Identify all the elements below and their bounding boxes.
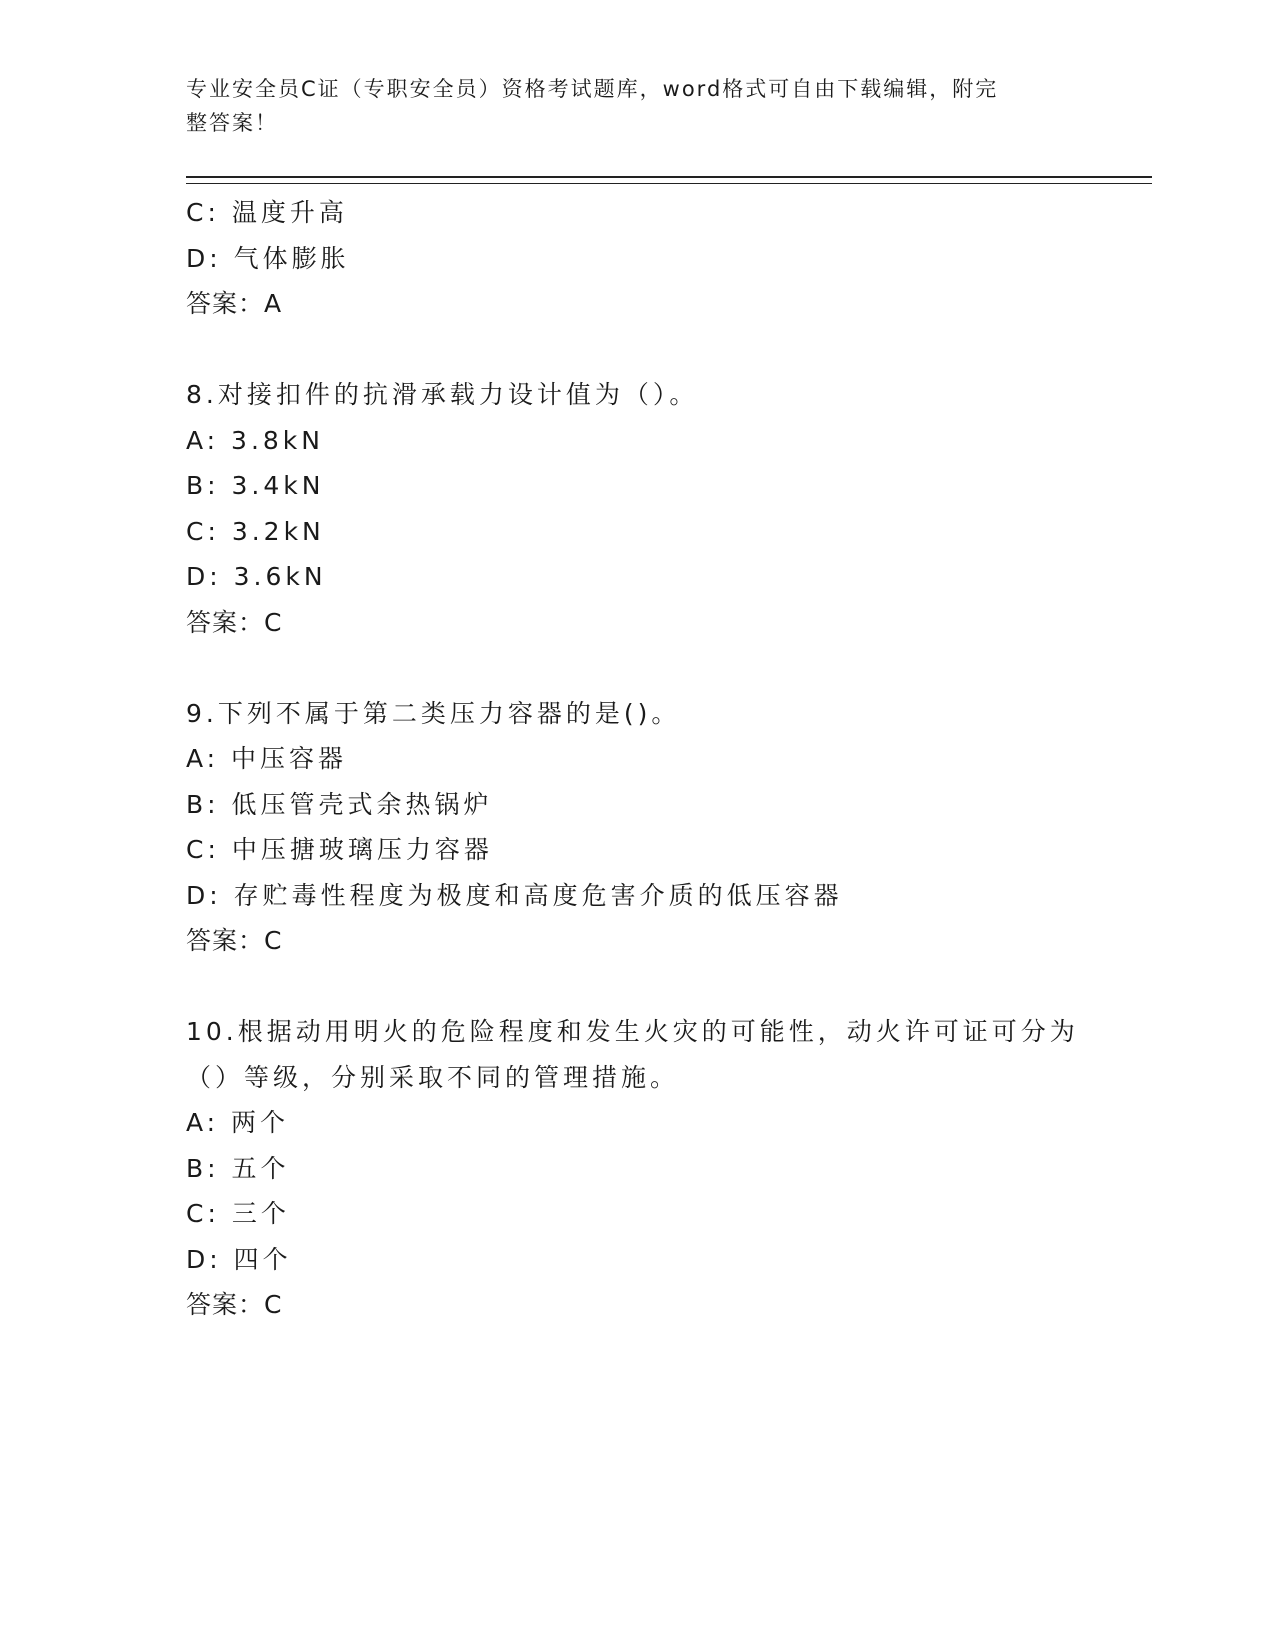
option-c: C: 温度升高: [186, 198, 348, 227]
page-header: [186, 72, 1066, 140]
option-d: D: 3.6kN: [186, 562, 327, 591]
option-d: D: 存贮毒性程度为极度和高度危害介质的低压容器: [186, 880, 843, 910]
header-line-1: 专业安全员C证（专职安全员）资格考试题库，word格式可自由下载编辑，附完: [186, 77, 999, 101]
question-8: [186, 372, 1086, 645]
spacer: [186, 645, 1086, 691]
option-c: C: 三个: [186, 1199, 290, 1228]
option-b: B: 低压管壳式余热锅炉: [186, 789, 493, 819]
option-b: B: 3.4kN: [186, 471, 325, 500]
answer: 答案：C: [186, 1290, 283, 1319]
spacer: [186, 327, 1086, 373]
question-stem-line-2: （）等级，分别采取不同的管理措施。: [186, 1062, 680, 1092]
option-c: C: 3.2kN: [186, 516, 325, 546]
question-10: [186, 1009, 1086, 1328]
question-stem-line-1: 10.根据动用明火的危险程度和发生火灾的可能性，动火许可证可分为: [186, 1017, 1079, 1046]
question-content: [186, 190, 1086, 1328]
question-7-tail: [186, 190, 1086, 327]
question-stem: 9.下列不属于第二类压力容器的是()。: [186, 698, 681, 728]
header-line-2: 整答案！: [186, 111, 278, 135]
option-d: D: 气体膨胀: [186, 243, 350, 273]
option-c: C: 中压搪玻璃压力容器: [186, 835, 493, 864]
option-a: A: 3.8kN: [186, 425, 324, 455]
spacer: [186, 964, 1086, 1010]
answer: 答案：C: [186, 607, 283, 637]
option-a: A: 两个: [186, 1108, 290, 1137]
option-b: B: 五个: [186, 1153, 290, 1183]
question-stem: 8.对接扣件的抗滑承载力设计值为（）。: [186, 380, 699, 409]
option-d: D: 四个: [186, 1244, 292, 1274]
answer: 答案：A: [186, 289, 283, 318]
header-divider: [186, 176, 1152, 184]
option-a: A: 中压容器: [186, 744, 348, 773]
question-9: [186, 691, 1086, 964]
answer: 答案：C: [186, 926, 283, 955]
